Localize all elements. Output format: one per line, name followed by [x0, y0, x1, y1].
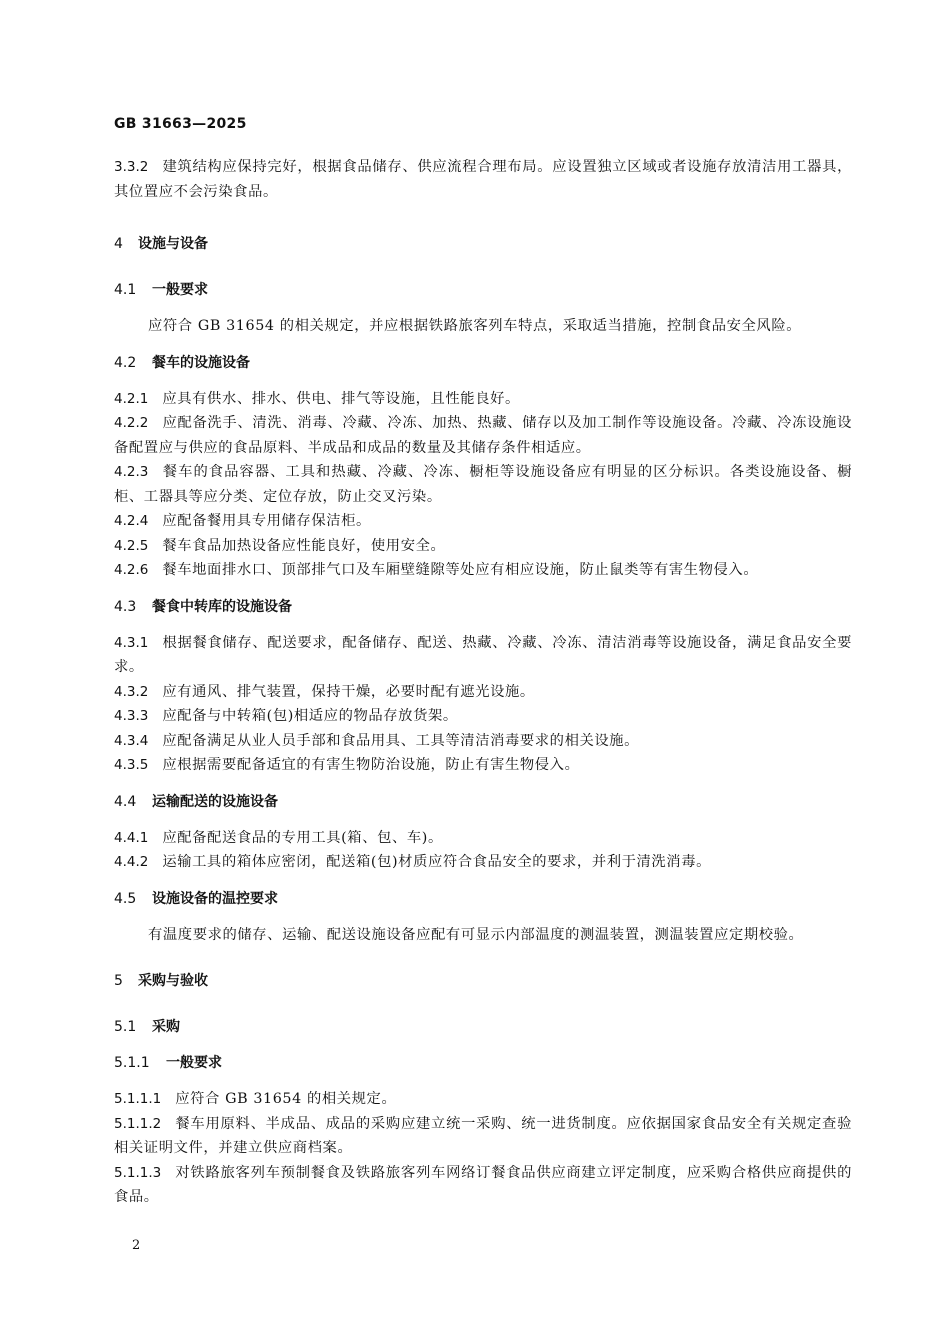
- clause-4-3-4: [114, 729, 852, 754]
- heading-number: 4.1: [114, 282, 137, 298]
- clause-5-1-1-1: [114, 1087, 852, 1112]
- clause-text: 应符合 GB 31654 的相关规定。: [175, 1091, 397, 1107]
- clause-text: 建筑结构应保持完好，根据食品储存、供应流程合理布局。应设置独立区域或者设施存放清洁用工器具，其位置应不会污染食品。: [114, 159, 852, 200]
- clause-text: 餐车食品加热设备应性能良好，使用安全。: [162, 537, 446, 554]
- clause-number: 5.1.1.1: [114, 1091, 162, 1107]
- clause-number: 4.3.1: [114, 634, 149, 651]
- clause-5-1-1-2: [114, 1112, 852, 1161]
- heading-title: 餐车的设施设备: [152, 354, 250, 371]
- clause-4-2-4: [114, 509, 852, 534]
- clause-4-2-5: [114, 534, 852, 559]
- clause-number: 4.3.5: [114, 757, 149, 773]
- clause-number: 4.2.4: [114, 513, 149, 529]
- heading-4: [114, 232, 852, 256]
- heading-title: 设施设备的温控要求: [152, 890, 278, 907]
- clause-text: 应配备洗手、清洗、消毒、冷藏、冷冻、加热、热藏、储存以及加工制作等设施设备。冷藏、冷冻设施设备配置应与供应的食品原料、半成品和成品的数量及其储存条件相适应。: [114, 415, 852, 456]
- heading-title: 采购与验收: [138, 973, 208, 989]
- clause-number: 4.2.2: [114, 415, 149, 431]
- heading-title: 一般要求: [152, 282, 208, 298]
- heading-number: 5: [114, 973, 123, 989]
- clause-text: 应具有供水、排水、供电、排气等设施，且性能良好。: [162, 390, 520, 407]
- clause-number: 4.2.5: [114, 537, 149, 554]
- heading-number: 4.3: [114, 598, 137, 615]
- heading-title: 一般要求: [166, 1055, 222, 1071]
- heading-number: 4.4: [114, 793, 137, 810]
- page-number: 2: [132, 1238, 141, 1253]
- heading-4-3: [114, 595, 852, 619]
- clause-text: 餐车用原料、半成品、成品的采购应建立统一采购、统一进货制度。应依据国家食品安全有关规定查验相关证明文件，并建立供应商档案。: [114, 1115, 852, 1156]
- clause-number: 4.2.6: [114, 562, 149, 578]
- heading-number: 5.1: [114, 1019, 137, 1035]
- heading-number: 4.5: [114, 890, 137, 907]
- clause-number: 4.4.2: [114, 854, 149, 870]
- clause-text: 运输工具的箱体应密闭，配送箱(包)材质应符合食品安全的要求，并利于清洗消毒。: [162, 854, 711, 870]
- clause-number: 5.1.1.3: [114, 1164, 162, 1181]
- heading-title: 采购: [152, 1019, 180, 1035]
- clause-number: 5.1.1.2: [114, 1115, 162, 1132]
- clause-number: 3.3.2: [114, 159, 149, 175]
- clause-4-2-3: [114, 460, 852, 509]
- heading-5-1-1: [114, 1051, 852, 1075]
- heading-number: 4: [114, 236, 123, 252]
- heading-5-1: [114, 1015, 852, 1039]
- clause-number: 4.3.4: [114, 732, 149, 749]
- heading-number: 5.1.1: [114, 1055, 150, 1071]
- clause-text: 应配备与中转箱(包)相适应的物品存放货架。: [162, 708, 458, 724]
- clause-text: 餐车地面排水口、顶部排气口及车厢壁缝隙等处应有相应设施，防止鼠类等有害生物侵入。: [162, 562, 759, 578]
- clause-4-4-2: [114, 850, 852, 875]
- clause-3-3-2: [114, 155, 852, 204]
- clause-4-3-2: [114, 680, 852, 705]
- heading-5: [114, 969, 852, 993]
- clause-4-3-5: [114, 753, 852, 778]
- heading-4-5: [114, 887, 852, 911]
- heading-title: 运输配送的设施设备: [152, 793, 278, 810]
- clause-4-2-1: [114, 387, 852, 412]
- clause-text: 应配备满足从业人员手部和食品用具、工具等清洁消毒要求的相关设施。: [162, 732, 640, 749]
- clause-text: 应有通风、排气装置，保持干燥，必要时配有遮光设施。: [162, 683, 535, 700]
- clause-number: 4.2.3: [114, 464, 149, 480]
- clause-number: 4.4.1: [114, 829, 149, 846]
- clause-number: 4.2.1: [114, 390, 149, 407]
- clause-text: 应根据需要配备适宜的有害生物防治设施，防止有害生物侵入。: [162, 757, 580, 773]
- heading-title: 设施与设备: [138, 236, 208, 252]
- document-code-header: GB 31663—2025: [114, 116, 247, 132]
- clause-4-3-3: [114, 704, 852, 729]
- heading-title: 餐食中转库的设施设备: [152, 598, 292, 615]
- heading-4-1: [114, 278, 852, 302]
- clause-text: 对铁路旅客列车预制餐食及铁路旅客列车网络订餐食品供应商建立评定制度，应采购合格供应商提供的食品。: [114, 1164, 852, 1205]
- clause-4-2-2: [114, 411, 852, 460]
- heading-4-2: [114, 351, 852, 375]
- paragraph-4-5: 有温度要求的储存、运输、配送设施设备应配有可显示内部温度的测温装置，测温装置应定期校验。: [148, 926, 804, 943]
- clause-text: 应配备配送食品的专用工具(箱、包、车)。: [162, 829, 443, 846]
- clause-4-4-1: [114, 826, 852, 851]
- heading-number: 4.2: [114, 354, 137, 371]
- clause-number: 4.3.2: [114, 683, 149, 700]
- clause-number: 4.3.3: [114, 708, 149, 724]
- paragraph-4-1: 应符合 GB 31654 的相关规定，并应根据铁路旅客列车特点，采取适当措施，控制食品安全风险。: [148, 318, 802, 334]
- document-body: [114, 155, 852, 1210]
- clause-4-2-6: [114, 558, 852, 583]
- clause-text: 应配备餐用具专用储存保洁柜。: [162, 513, 371, 529]
- heading-4-4: [114, 790, 852, 814]
- clause-text: 根据餐食储存、配送要求，配备储存、配送、热藏、冷藏、冷冻、清洁消毒等设施设备，满足食品安全要求。: [114, 634, 852, 675]
- clause-5-1-1-3: [114, 1161, 852, 1210]
- clause-4-3-1: [114, 631, 852, 680]
- clause-text: 餐车的食品容器、工具和热藏、冷藏、冷冻、橱柜等设施设备应有明显的区分标识。各类设施设备、橱柜、工器具等应分类、定位存放，防止交叉污染。: [114, 464, 852, 505]
